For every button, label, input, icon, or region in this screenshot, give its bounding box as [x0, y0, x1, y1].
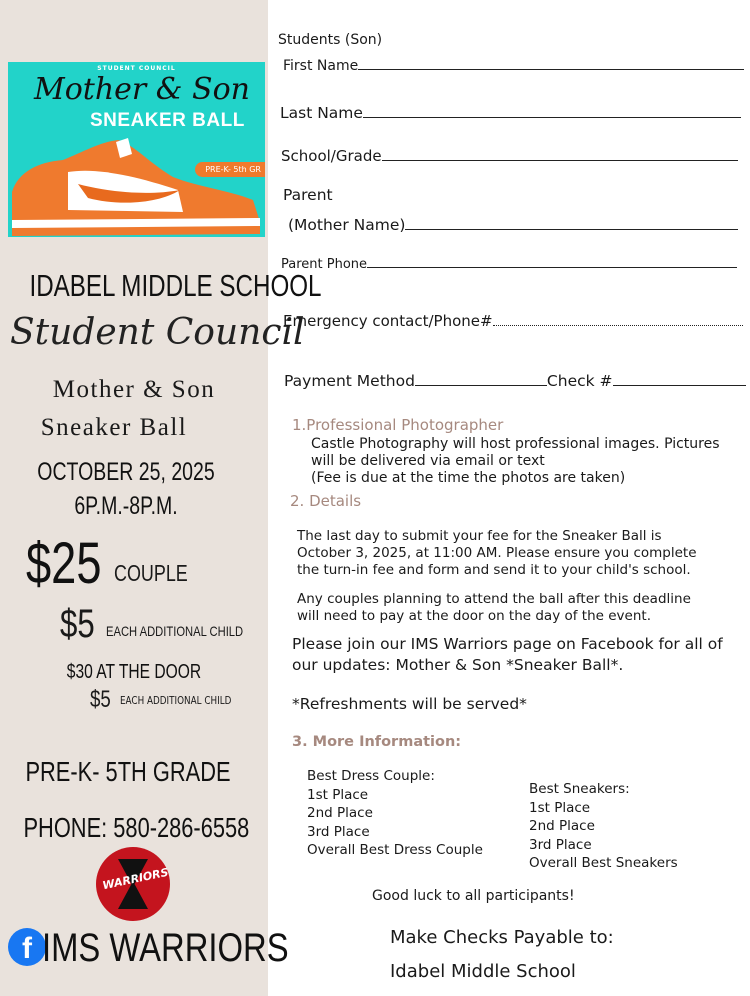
parent-label: Parent [283, 186, 333, 204]
check-number-field[interactable] [613, 385, 746, 386]
banner-script-title: Mother & Son [34, 72, 250, 107]
event-time: 6P.M.-8P.M. [74, 492, 178, 520]
details-line: October 3, 2025, at 11:00 AM. Please ensure you complete [297, 545, 697, 561]
details-line: The last day to submit your fee for the Sneaker Ball is [297, 528, 662, 544]
best-sneakers-item: 1st Place [529, 799, 591, 816]
details-paragraph-2 [297, 591, 691, 625]
event-title-line1: Mother & Son [52, 376, 216, 403]
door-child-price [90, 686, 232, 714]
emergency-field[interactable] [493, 325, 743, 326]
details-line: will need to pay at the door on the day of the event. [297, 608, 651, 624]
event-date: OCTOBER 25, 2025 [37, 458, 215, 486]
details-line: the turn-in fee and form and send it to your child's school. [297, 562, 691, 578]
couple-price [26, 530, 188, 597]
details-line: Any couples planning to attend the ball after this deadline [297, 591, 691, 607]
best-sneakers-item: Overall Best Sneakers [529, 855, 678, 871]
door-price: $30 AT THE DOOR [66, 661, 202, 683]
check-number-label: Check # [546, 372, 613, 390]
first-name-field[interactable] [358, 69, 744, 70]
checks-payable-line1: Make Checks Payable to: [390, 927, 614, 948]
emergency-row [283, 312, 743, 330]
mother-name-field[interactable] [405, 229, 738, 230]
best-sneakers-item: 3rd Place [529, 836, 592, 853]
school-grade-label: School/Grade [281, 147, 382, 165]
first-name-label: First Name [283, 58, 359, 74]
child-price-amount: $5 [60, 602, 95, 646]
event-banner [8, 62, 265, 237]
child-price-label: EACH ADDITIONAL CHILD [106, 623, 244, 639]
last-name-field[interactable] [363, 117, 741, 118]
first-name-row [283, 58, 744, 74]
parent-phone-label: Parent Phone [281, 257, 368, 272]
details-paragraph-1 [297, 528, 697, 579]
best-dress-item: Overall Best Dress Couple [307, 842, 483, 858]
sneaker-icon [8, 132, 265, 237]
payment-method-label: Payment Method [284, 372, 415, 390]
best-sneakers-item: 2nd Place [529, 818, 595, 834]
mother-name-label: (Mother Name) [288, 216, 406, 234]
phone-number: PHONE: 580-286-6558 [23, 812, 250, 843]
last-name-label: Last Name [280, 104, 363, 122]
payment-row [284, 372, 746, 390]
facebook-note [292, 634, 723, 676]
payment-method-field[interactable] [415, 385, 547, 386]
photographer-heading: 1.Professional Photographer [292, 416, 504, 434]
door-child-amount: $5 [90, 686, 111, 713]
ims-warriors-label: IMS WARRIORS [42, 926, 289, 970]
facebook-icon: f [8, 928, 46, 966]
checks-payable-line2: Idabel Middle School [390, 961, 576, 982]
best-sneakers-item: Best Sneakers: [529, 781, 630, 797]
school-grade-row [281, 147, 738, 165]
photographer-line: (Fee is due at the time the photos are taken) [311, 470, 626, 486]
emergency-label: Emergency contact/Phone# [283, 312, 493, 330]
door-child-label: EACH ADDITIONAL CHILD [120, 694, 232, 707]
banner-sneaker-ball: SNEAKER BALL [90, 110, 245, 131]
banner-student-council: STUDENT COUNCIL [97, 65, 176, 72]
facebook-note-line: Please join our IMS Warriors page on Facebook for all of [292, 635, 723, 653]
parent-phone-field[interactable] [367, 267, 737, 268]
last-name-row [280, 104, 741, 122]
refreshments-note: *Refreshments will be served* [292, 695, 527, 713]
grade-range: PRE-K- 5TH GRADE [25, 756, 231, 787]
school-grade-field[interactable] [382, 160, 738, 161]
good-luck-note: Good luck to all participants! [372, 888, 575, 904]
best-dress-item: 3rd Place [307, 823, 370, 840]
photographer-line: will be delivered via email or text [311, 453, 545, 469]
school-name: IDABEL MIDDLE SCHOOL [29, 268, 322, 303]
couple-price-amount: $25 [26, 531, 102, 596]
facebook-note-line: our updates: Mother & Son *Sneaker Ball*. [292, 656, 624, 674]
student-council-script: Student Council [10, 312, 305, 353]
child-price [60, 602, 244, 647]
best-dress-item: 1st Place [307, 786, 369, 803]
best-dress-list [307, 767, 483, 860]
best-dress-item: Best Dress Couple: [307, 768, 435, 784]
photographer-text [311, 436, 720, 487]
parent-phone-row [281, 257, 737, 272]
best-sneakers-list [529, 780, 678, 873]
more-info-heading: 3. More Information: [292, 734, 462, 750]
mother-name-row [288, 216, 738, 234]
photographer-line: Castle Photography will host professional images. Pictures [311, 436, 720, 452]
details-heading: 2. Details [290, 492, 362, 510]
event-title-line2: Sneaker Ball [40, 414, 188, 441]
couple-price-label: COUPLE [114, 560, 188, 586]
banner-grade-tag: PRE-K- 5th GR [195, 162, 265, 177]
warriors-logo-text: WARRIORS [101, 865, 170, 893]
best-dress-item: 2nd Place [307, 805, 373, 821]
warriors-logo [96, 847, 170, 921]
students-heading: Students (Son) [278, 32, 383, 48]
